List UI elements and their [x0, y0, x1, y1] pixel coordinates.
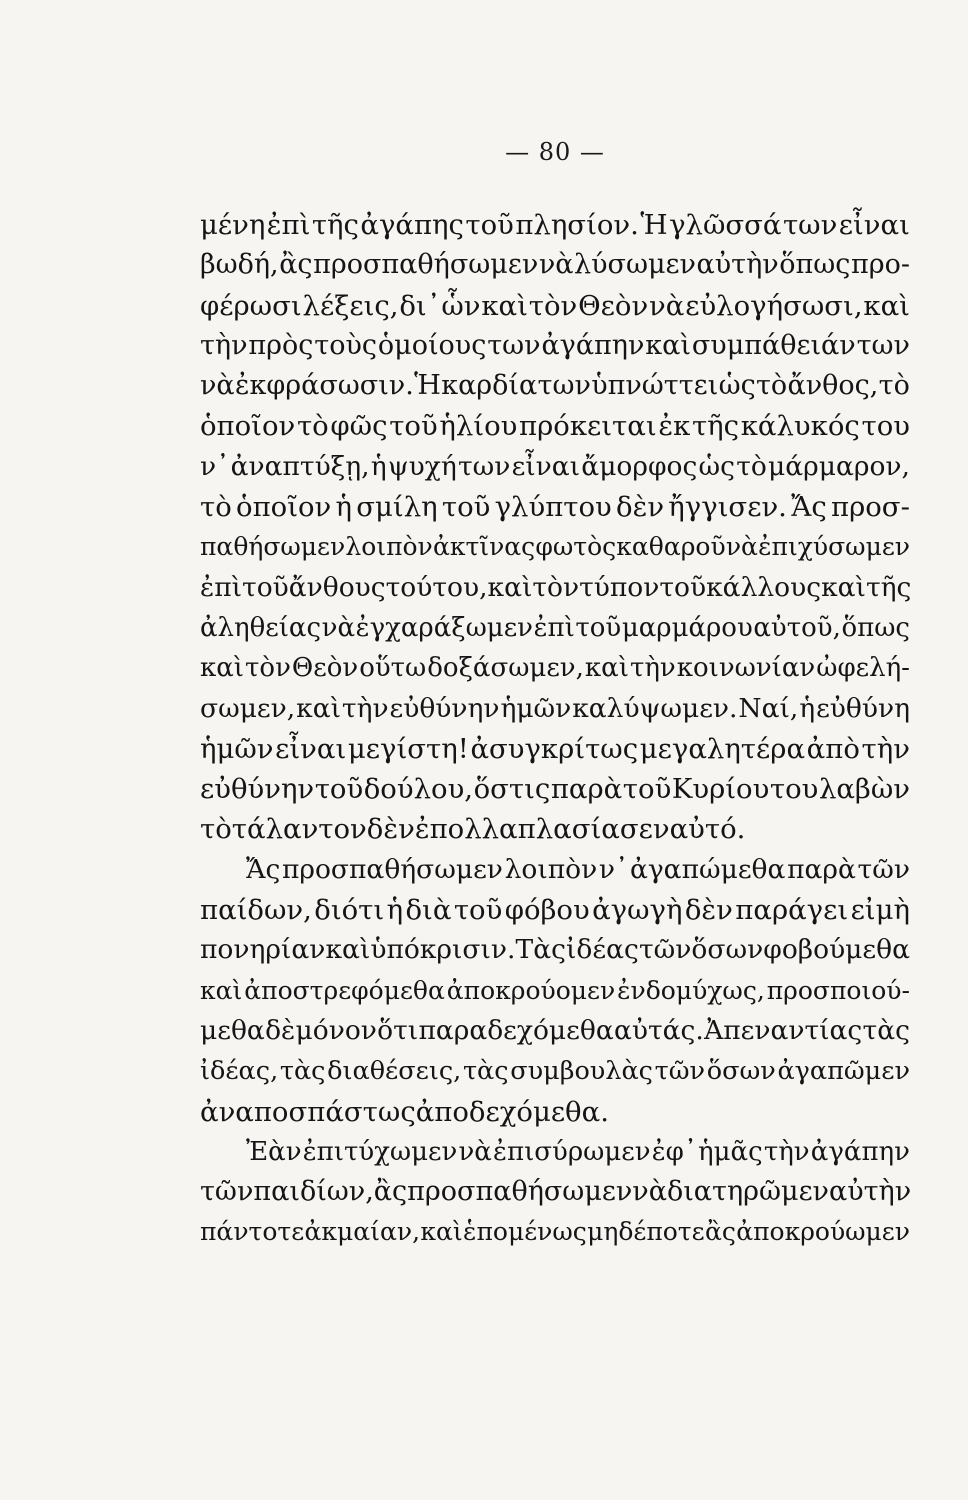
text-line: τὸ ὁποῖον ἡ σμίλη τοῦ γλύπτου δὲν ἤγγισεν. Ἄς προσ-: [200, 491, 910, 524]
text-line: ὁποῖον τὸ φῶς τοῦ ἡλίου πρόκειται ἐκ τῆς κάλυκός του: [200, 410, 910, 443]
text-line: βωδή, ἂς προσπαθήσωμεν νὰ λύσωμεν αὐτὴν ὅπως προ-: [200, 249, 910, 281]
text-line: εὐθύνην τοῦ δούλου, ὅστις παρὰ τοῦ Κυρίου του λαβὼν: [200, 773, 910, 806]
text-line: ν᾽ ἀναπτύξῃ, ἡ ψυχή των εἶναι ἄμορφος ὡς τὸ μάρμαρον,: [200, 450, 910, 482]
text-line: ἡμῶν εἶναι μεγίστη! ἀσυγκρίτως μεγαλητέρα ἀπὸ τὴν: [200, 732, 910, 765]
text-line: τῶν παιδίων, ἂς προσπαθήσωμεν νὰ διατηρῶμεν αὐτὴν: [200, 1176, 912, 1208]
text-line: τὸ τάλαντον δὲν ἐπολλαπλασίασεν αὐτό.: [200, 813, 746, 846]
text-line: πάντοτε ἀκμαίαν, καὶ ἑπομένως μηδέποτε ἂς ἀποκρούωμεν: [200, 1217, 910, 1247]
body-text: [200, 205, 910, 1253]
text-line: παθήσωμεν λοιπὸν ἀκτῖνας φωτὸς καθαροῦ νὰ ἐπιχύσωμεν: [200, 532, 910, 562]
text-line: ἀληθείας νὰ ἐγχαράξωμεν ἐπὶ τοῦ μαρμάρου αὐτοῦ, ὅπως: [200, 612, 910, 643]
text-line: φέρωσι λέξεις, δι᾽ ὧν καὶ τὸν Θεὸν νὰ εὐλογήσωσι, καὶ: [200, 289, 910, 322]
text-line: ἀναποσπάστως ἀποδεχόμεθα.: [200, 1095, 609, 1128]
text-line: νὰ ἐκφράσωσιν. Ἡ καρδία των ὑπνώττει ὡς τὸ ἄνθος, τὸ: [200, 370, 910, 402]
text-line: Ἄς προσπαθήσωμεν λοιπὸν ν᾽ ἀγαπώμεθα παρὰ τῶν: [246, 853, 910, 885]
text-line: παίδων, διότι ἡ διὰ τοῦ φόβου ἀγωγὴ δὲν παράγει εἰμὴ: [200, 894, 910, 927]
text-line: ἰδέας, τὰς διαθέσεις, τὰς συμβουλὰς τῶν ὅσων ἀγαπῶμεν: [200, 1056, 910, 1087]
text-line: πονηρίαν καὶ ὑπόκρισιν. Τὰς ἰδέας τῶν ὅσων φοβούμεθα: [200, 934, 910, 966]
text-line: Ἐὰν ἐπιτύχωμεν νὰ ἐπισύρωμεν ἐφ᾽ ἡμᾶς τὴν ἀγάπην: [246, 1136, 910, 1167]
text-line: σωμεν, καὶ τὴν εὐθύνην ἡμῶν καλύψωμεν. Ναί, ἡ εὐθύνη: [200, 692, 910, 724]
text-line: καὶ ἀποστρεφόμεθα ἀποκρούομεν ἐνδομύχως, προσποιού-: [200, 975, 910, 1005]
text-line: μεθα δὲ μόνον ὅτι παραδεχόμεθα αὐτάς. Ἀπεναντίας τὰς: [200, 1014, 910, 1046]
page-number: — 80 —: [505, 138, 605, 166]
text-line: καὶ τὸν Θεὸν οὕτω δοξάσωμεν, καὶ τὴν κοινωνίαν ὠφελή-: [200, 653, 910, 684]
text-line: ἐπὶ τοῦ ἄνθους τούτου, καὶ τὸν τύπον τοῦ κάλλους καὶ τῆς: [200, 571, 912, 603]
text-line: τὴν πρὸς τοὺς ὁμοίους των ἀγάπην καὶ συμπάθειάν των: [200, 329, 910, 361]
text-line: μένη ἐπὶ τῆς ἀγάπης τοῦ πλησίον. Ἡ γλῶσσά των εἶναι: [200, 209, 910, 241]
